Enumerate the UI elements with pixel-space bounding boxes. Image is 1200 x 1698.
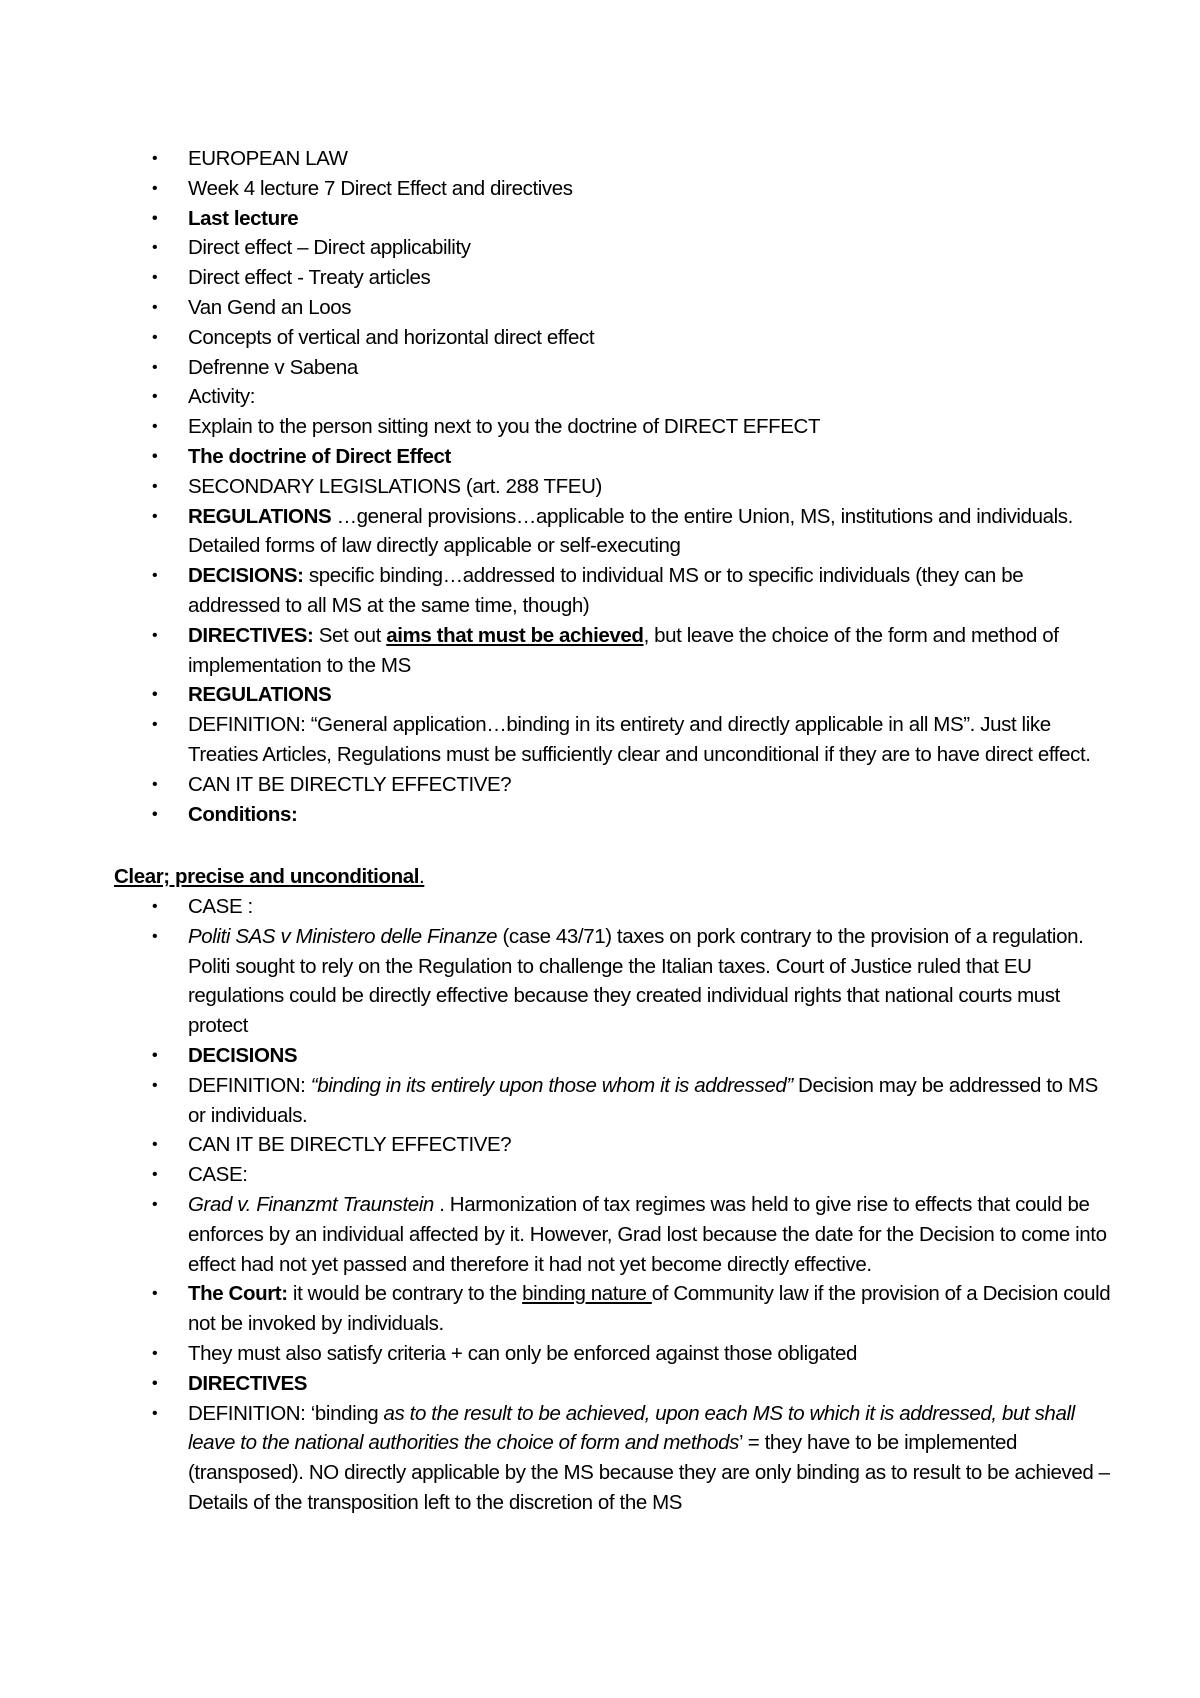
list-item: • CAN IT BE DIRECTLY EFFECTIVE? [152,1130,1112,1160]
list-item: • Activity: [152,382,1112,412]
definition-text: Decision may be addressed to MS or individuals. [188,1073,1098,1127]
list-item-politi [152,922,1112,1041]
list-item: • Defrenne v Sabena [152,353,1112,383]
period: . [419,865,425,888]
section-heading-regulations: • REGULATIONS [152,680,1112,710]
section-heading-decisions: • DECISIONS [152,1041,1112,1071]
list-item-directives-definition [152,1399,1112,1518]
definition-quote: as to the result to be achieved, upon each MS to which it is addressed, but shall leave to the national authorities the choice of form and methods [188,1401,1075,1455]
list-item-grad [152,1190,1112,1279]
case-text: (case 43/71) taxes on pork contrary to the provision of a regulation. Politi sought to rely on the Regulation to challenge the Italian taxes. Court of Justice ruled that EU regulations could be directly effective because they created individual rights that national courts must protect [188,924,1084,1038]
court-text: it would be contrary to the [287,1282,523,1306]
list-item: • CAN IT BE DIRECTLY EFFECTIVE? [152,770,1112,800]
list-item: • Week 4 lecture 7 Direct Effect and directives [152,174,1112,204]
conditions-text: Clear; precise and unconditional [114,865,420,888]
conditions-line [114,862,424,892]
court-text: of Community law if the provision of a Decision could not be invoked by individuals. [188,1282,1111,1336]
list-item: • DEFINITION: “General application…binding in its entirety and directly applicable in all MS”. Just like Treaties Articles, Regulations must be sufficiently clear and unconditional if they are to have direct effect. [152,710,1112,770]
section-heading-directives: • DIRECTIVES [152,1369,1112,1399]
list-item: • They must also satisfy criteria + can only be enforced against those obligated [152,1339,1112,1369]
list-item: • Concepts of vertical and horizontal direct effect [152,323,1112,353]
list-item: • Explain to the person sitting next to you the doctrine of DIRECT EFFECT [152,412,1112,442]
emphasis-text: aims that must be achieved [386,623,644,647]
list-item-court [152,1279,1112,1339]
list-item-decisions [152,561,1112,621]
list-item: • Direct effect - Treaty articles [152,263,1112,293]
definition-label: DEFINITION: [188,1073,311,1097]
list-item-directives [152,621,1112,681]
list-item: • EUROPEAN LAW [152,144,1112,174]
emphasis-text: binding nature [522,1282,652,1306]
term-label: DECISIONS: [188,564,304,588]
case-name: Politi SAS v Ministero delle Finanze [188,924,498,948]
term-text: Set out [313,623,387,647]
bullet-list-2 [152,892,1112,1518]
list-item: • Last lecture [152,204,1112,234]
list-item-decisions-definition [152,1071,1112,1131]
term-text: specific binding…addressed to individual MS or to specific individuals (they can be addressed to all MS at the same time, though) [188,564,1024,617]
list-item-regulations [152,502,1112,562]
list-item: • The doctrine of Direct Effect [152,442,1112,472]
bullet-list-1 [152,144,1112,829]
definition-label: DEFINITION: ‘binding [188,1401,384,1425]
list-item: • CASE: [152,1160,1112,1190]
list-item: • SECONDARY LEGISLATIONS (art. 288 TFEU) [152,472,1112,502]
term-label: DIRECTIVES: [188,623,314,647]
term-label: REGULATIONS [188,504,332,528]
list-item: • Direct effect – Direct applicability [152,233,1112,263]
case-text: . Harmonization of tax regimes was held to give rise to effects that could be enforces by an individual affected by it. However, Grad lost because the date for the Decision to come into effect had not yet passed and therefore it had not yet become directly effective. [188,1192,1107,1276]
definition-quote: “binding in its entirely upon those whom it is addressed” [310,1073,793,1097]
court-label: The Court: [188,1282,288,1306]
list-item: • Van Gend an Loos [152,293,1112,323]
list-item: • CASE : [152,892,1112,922]
case-name: Grad v. Finanzmt Traunstein [188,1192,434,1216]
term-text: , but leave the choice of the form and method of implementation to the MS [188,623,1059,677]
term-text: …general provisions…applicable to the entire Union, MS, institutions and individuals. Detailed forms of law directly applicable or self-executing [188,504,1073,558]
list-item: • Conditions: [152,800,1112,830]
definition-text: ’ = they have to be implemented (transposed). NO directly applicable by the MS because they are only binding as to result to be achieved – Details of the transposition left to the discretion of the MS [188,1431,1110,1514]
